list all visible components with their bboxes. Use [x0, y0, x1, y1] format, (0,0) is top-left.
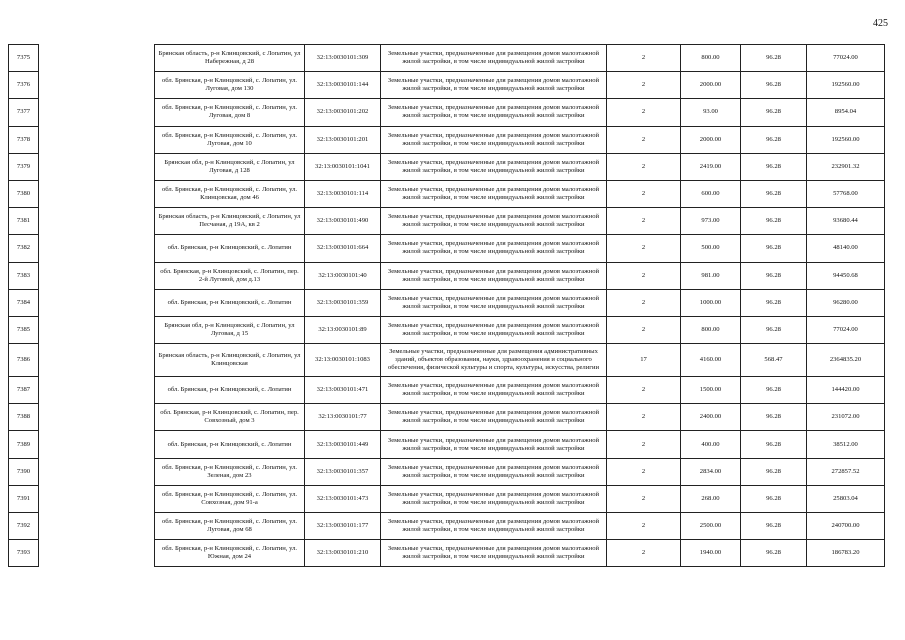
rate-cell: 96.28: [741, 208, 807, 235]
area-cell: 1000.00: [681, 289, 741, 316]
row-number-cell: 7385: [9, 316, 39, 343]
cadastral-value-cell: 48140.00: [807, 235, 885, 262]
spacer-cell: [39, 404, 155, 431]
table-row: [9, 180, 885, 207]
cadastral-value-cell: 94450.68: [807, 262, 885, 289]
row-number-cell: 7376: [9, 72, 39, 99]
rate-cell: 96.28: [741, 513, 807, 540]
rate-cell: 96.28: [741, 72, 807, 99]
land-registry-table: [8, 44, 885, 567]
cadastral-number-cell: 32:13:0030101:77: [305, 404, 381, 431]
address-cell: обл. Брянская, р-н Клинцовский, с. Лопатин, пер. 2-й Луговой, дом д.13: [155, 262, 305, 289]
group-cell: 2: [607, 404, 681, 431]
land-use-cell: Земельные участки, предназначенные для размещения домов малоэтажной жилой застройки, в том числе индивидуальной жилой застройки: [381, 289, 607, 316]
rate-cell: 96.28: [741, 316, 807, 343]
spacer-cell: [39, 180, 155, 207]
area-cell: 500.00: [681, 235, 741, 262]
rate-cell: 96.28: [741, 289, 807, 316]
land-use-cell: Земельные участки, предназначенные для размещения домов малоэтажной жилой застройки, в том числе индивидуальной жилой застройки: [381, 235, 607, 262]
land-use-cell: Земельные участки, предназначенные для размещения домов малоэтажной жилой застройки, в том числе индивидуальной жилой застройки: [381, 126, 607, 153]
land-use-cell: Земельные участки, предназначенные для размещения домов малоэтажной жилой застройки, в том числе индивидуальной жилой застройки: [381, 404, 607, 431]
spacer-cell: [39, 485, 155, 512]
rate-cell: 96.28: [741, 45, 807, 72]
land-use-cell: Земельные участки, предназначенные для размещения домов малоэтажной жилой застройки, в том числе индивидуальной жилой застройки: [381, 262, 607, 289]
table-row: [9, 126, 885, 153]
cadastral-value-cell: 57768.00: [807, 180, 885, 207]
group-cell: 2: [607, 72, 681, 99]
address-cell: Брянская область, р-н Клинцовский, с Лопатин, ул Песчаная, д 19А, кв 2: [155, 208, 305, 235]
address-cell: обл. Брянская, р-н Клинцовский, с. Лопатин, ул. Луговая, дом 10: [155, 126, 305, 153]
spacer-cell: [39, 99, 155, 126]
row-number-cell: 7388: [9, 404, 39, 431]
land-use-cell: Земельные участки, предназначенные для размещения домов малоэтажной жилой застройки, в том числе индивидуальной жилой застройки: [381, 513, 607, 540]
land-use-cell: Земельные участки, предназначенные для размещения домов малоэтажной жилой застройки, в том числе индивидуальной жилой застройки: [381, 458, 607, 485]
spacer-cell: [39, 45, 155, 72]
address-cell: Брянская обл, р-н Клинцовский, с Лопатин, ул Луговая, д 128: [155, 153, 305, 180]
table-row: [9, 316, 885, 343]
land-use-cell: Земельные участки, предназначенные для размещения домов малоэтажной жилой застройки, в том числе индивидуальной жилой застройки: [381, 208, 607, 235]
table-row: [9, 344, 885, 377]
spacer-cell: [39, 344, 155, 377]
cadastral-number-cell: 32:13:0030101:1083: [305, 344, 381, 377]
row-number-cell: 7378: [9, 126, 39, 153]
address-cell: обл. Брянская, р-н Клинцовский, с. Лопатин, ул. Совхозная, дом 91-а: [155, 485, 305, 512]
cadastral-value-cell: 240700.00: [807, 513, 885, 540]
cadastral-value-cell: 38512.00: [807, 431, 885, 458]
group-cell: 2: [607, 45, 681, 72]
row-number-cell: 7381: [9, 208, 39, 235]
area-cell: 2419.00: [681, 153, 741, 180]
group-cell: 2: [607, 513, 681, 540]
address-cell: обл. Брянская, р-н Клинцовский, с. Лопатин, ул. Луговая, дом 8: [155, 99, 305, 126]
address-cell: Брянская область, р-н Клинцовский, с Лопатин, ул Набережная, д 28: [155, 45, 305, 72]
area-cell: 2834.00: [681, 458, 741, 485]
page-number: 425: [873, 18, 888, 29]
group-cell: 2: [607, 485, 681, 512]
rate-cell: 96.28: [741, 180, 807, 207]
row-number-cell: 7380: [9, 180, 39, 207]
cadastral-value-cell: 93680.44: [807, 208, 885, 235]
group-cell: 2: [607, 126, 681, 153]
row-number-cell: 7384: [9, 289, 39, 316]
group-cell: 2: [607, 153, 681, 180]
address-cell: обл. Брянская, р-н Клинцовский, с. Лопатин, пер. Совхозный, дом 3: [155, 404, 305, 431]
area-cell: 4160.00: [681, 344, 741, 377]
group-cell: 2: [607, 235, 681, 262]
table-row: [9, 289, 885, 316]
rate-cell: 96.28: [741, 431, 807, 458]
group-cell: 2: [607, 208, 681, 235]
cadastral-value-cell: 272857.52: [807, 458, 885, 485]
spacer-cell: [39, 72, 155, 99]
cadastral-value-cell: 96280.00: [807, 289, 885, 316]
land-use-cell: Земельные участки, предназначенные для размещения домов малоэтажной жилой застройки, в том числе индивидуальной жилой застройки: [381, 180, 607, 207]
table-row: [9, 45, 885, 72]
area-cell: 2000.00: [681, 126, 741, 153]
row-number-cell: 7377: [9, 99, 39, 126]
spacer-cell: [39, 153, 155, 180]
area-cell: 600.00: [681, 180, 741, 207]
row-number-cell: 7387: [9, 377, 39, 404]
land-use-cell: Земельные участки, предназначенные для размещения домов малоэтажной жилой застройки, в том числе индивидуальной жилой застройки: [381, 377, 607, 404]
cadastral-value-cell: 8954.04: [807, 99, 885, 126]
group-cell: 2: [607, 458, 681, 485]
area-cell: 2500.00: [681, 513, 741, 540]
group-cell: 2: [607, 99, 681, 126]
rate-cell: 96.28: [741, 262, 807, 289]
group-cell: 2: [607, 377, 681, 404]
row-number-cell: 7392: [9, 513, 39, 540]
row-number-cell: 7390: [9, 458, 39, 485]
cadastral-number-cell: 32:13:0030101:144: [305, 72, 381, 99]
table-row: [9, 458, 885, 485]
spacer-cell: [39, 513, 155, 540]
land-use-cell: Земельные участки, предназначенные для размещения домов малоэтажной жилой застройки, в том числе индивидуальной жилой застройки: [381, 99, 607, 126]
cadastral-value-cell: 77024.00: [807, 45, 885, 72]
cadastral-number-cell: 32:13:0030101:471: [305, 377, 381, 404]
row-number-cell: 7383: [9, 262, 39, 289]
cadastral-number-cell: 32:13:0030101:1041: [305, 153, 381, 180]
area-cell: 2400.00: [681, 404, 741, 431]
land-use-cell: Земельные участки, предназначенные для размещения домов малоэтажной жилой застройки, в том числе индивидуальной жилой застройки: [381, 316, 607, 343]
spacer-cell: [39, 316, 155, 343]
table-row: [9, 208, 885, 235]
group-cell: 2: [607, 431, 681, 458]
spacer-cell: [39, 126, 155, 153]
rate-cell: 96.28: [741, 126, 807, 153]
address-cell: обл. Брянская, р-н Клинцовский, с. Лопатин: [155, 377, 305, 404]
row-number-cell: 7386: [9, 344, 39, 377]
area-cell: 800.00: [681, 316, 741, 343]
land-use-cell: Земельные участки, предназначенные для размещения домов малоэтажной жилой застройки, в том числе индивидуальной жилой застройки: [381, 485, 607, 512]
rate-cell: 568.47: [741, 344, 807, 377]
rate-cell: 96.28: [741, 485, 807, 512]
cadastral-number-cell: 32:13:0030101:664: [305, 235, 381, 262]
rate-cell: 96.28: [741, 540, 807, 567]
spacer-cell: [39, 262, 155, 289]
spacer-cell: [39, 208, 155, 235]
cadastral-number-cell: 32:13:0030101:210: [305, 540, 381, 567]
row-number-cell: 7379: [9, 153, 39, 180]
cadastral-number-cell: 32:13:0030101:357: [305, 458, 381, 485]
area-cell: 1940.00: [681, 540, 741, 567]
address-cell: обл. Брянская, р-н Клинцовский, с. Лопатин, ул. Луговая, дом 68: [155, 513, 305, 540]
land-use-cell: Земельные участки, предназначенные для размещения домов малоэтажной жилой застройки, в том числе индивидуальной жилой застройки: [381, 540, 607, 567]
address-cell: обл. Брянская, р-н Клинцовский, с. Лопатин, ул. Зеленая, дом 23: [155, 458, 305, 485]
address-cell: Брянская область, р-н Клинцовский, с Лопатин, ул Клинцовская: [155, 344, 305, 377]
row-number-cell: 7375: [9, 45, 39, 72]
address-cell: обл. Брянская, р-н Клинцовский, с. Лопатин, ул. Клинцовская, дом 46: [155, 180, 305, 207]
spacer-cell: [39, 377, 155, 404]
spacer-cell: [39, 289, 155, 316]
cadastral-number-cell: 32:13:0030101:40: [305, 262, 381, 289]
table-row: [9, 99, 885, 126]
cadastral-value-cell: 25803.04: [807, 485, 885, 512]
rate-cell: 96.28: [741, 99, 807, 126]
row-number-cell: 7393: [9, 540, 39, 567]
cadastral-number-cell: 32:13:0030101:473: [305, 485, 381, 512]
land-use-cell: Земельные участки, предназначенные для размещения домов малоэтажной жилой застройки, в том числе индивидуальной жилой застройки: [381, 45, 607, 72]
address-cell: обл. Брянская, р-н Клинцовский, с. Лопатин: [155, 235, 305, 262]
land-use-cell: Земельные участки, предназначенные для размещения домов малоэтажной жилой застройки, в том числе индивидуальной жилой застройки: [381, 72, 607, 99]
cadastral-value-cell: 186783.20: [807, 540, 885, 567]
cadastral-value-cell: 77024.00: [807, 316, 885, 343]
address-cell: обл. Брянская, р-н Клинцовский, с. Лопатин, ул. Луговая, дом 130: [155, 72, 305, 99]
rate-cell: 96.28: [741, 153, 807, 180]
address-cell: Брянская обл, р-н Клинцовский, с Лопатин, ул Луговая, д 15: [155, 316, 305, 343]
table-row: [9, 377, 885, 404]
cadastral-number-cell: 32:13:0030101:202: [305, 99, 381, 126]
area-cell: 981.00: [681, 262, 741, 289]
row-number-cell: 7389: [9, 431, 39, 458]
spacer-cell: [39, 540, 155, 567]
table-row: [9, 485, 885, 512]
cadastral-number-cell: 32:13:0030101:449: [305, 431, 381, 458]
table-row: [9, 153, 885, 180]
area-cell: 93.00: [681, 99, 741, 126]
cadastral-number-cell: 32:13:0030101:201: [305, 126, 381, 153]
spacer-cell: [39, 431, 155, 458]
table-row: [9, 404, 885, 431]
cadastral-number-cell: 32:13:0030101:114: [305, 180, 381, 207]
land-use-cell: Земельные участки, предназначенные для размещения административных зданий, объектов образования, науки, здравоохранения и социального обеспечения, физической культуры и спорта, культуры, искусства, религии: [381, 344, 607, 377]
area-cell: 2000.00: [681, 72, 741, 99]
land-use-cell: Земельные участки, предназначенные для размещения домов малоэтажной жилой застройки, в том числе индивидуальной жилой застройки: [381, 153, 607, 180]
rate-cell: 96.28: [741, 404, 807, 431]
table-body: [9, 45, 885, 567]
group-cell: 2: [607, 316, 681, 343]
table-row: [9, 72, 885, 99]
cadastral-value-cell: 2364835.20: [807, 344, 885, 377]
rate-cell: 96.28: [741, 377, 807, 404]
table-row: [9, 513, 885, 540]
group-cell: 2: [607, 289, 681, 316]
table-row: [9, 540, 885, 567]
row-number-cell: 7391: [9, 485, 39, 512]
cadastral-value-cell: 192560.00: [807, 126, 885, 153]
area-cell: 973.00: [681, 208, 741, 235]
area-cell: 400.00: [681, 431, 741, 458]
group-cell: 2: [607, 262, 681, 289]
cadastral-number-cell: 32:13:0030101:359: [305, 289, 381, 316]
address-cell: обл. Брянская, р-н Клинцовский, с. Лопатин: [155, 431, 305, 458]
rate-cell: 96.28: [741, 235, 807, 262]
cadastral-value-cell: 231072.00: [807, 404, 885, 431]
cadastral-value-cell: 144420.00: [807, 377, 885, 404]
cadastral-number-cell: 32:13:0030101:490: [305, 208, 381, 235]
cadastral-value-cell: 192560.00: [807, 72, 885, 99]
rate-cell: 96.28: [741, 458, 807, 485]
land-use-cell: Земельные участки, предназначенные для размещения домов малоэтажной жилой застройки, в том числе индивидуальной жилой застройки: [381, 431, 607, 458]
spacer-cell: [39, 235, 155, 262]
area-cell: 1500.00: [681, 377, 741, 404]
address-cell: обл. Брянская, р-н Клинцовский, с. Лопатин, ул. Южная, дом 24: [155, 540, 305, 567]
cadastral-number-cell: 32:13:0030101:89: [305, 316, 381, 343]
table-row: [9, 235, 885, 262]
row-number-cell: 7382: [9, 235, 39, 262]
table-row: [9, 262, 885, 289]
group-cell: 2: [607, 180, 681, 207]
group-cell: 17: [607, 344, 681, 377]
spacer-cell: [39, 458, 155, 485]
area-cell: 800.00: [681, 45, 741, 72]
cadastral-value-cell: 232901.32: [807, 153, 885, 180]
area-cell: 268.00: [681, 485, 741, 512]
table-row: [9, 431, 885, 458]
address-cell: обл. Брянская, р-н Клинцовский, с. Лопатин: [155, 289, 305, 316]
cadastral-number-cell: 32:13:0030101:309: [305, 45, 381, 72]
cadastral-number-cell: 32:13:0030101:177: [305, 513, 381, 540]
group-cell: 2: [607, 540, 681, 567]
